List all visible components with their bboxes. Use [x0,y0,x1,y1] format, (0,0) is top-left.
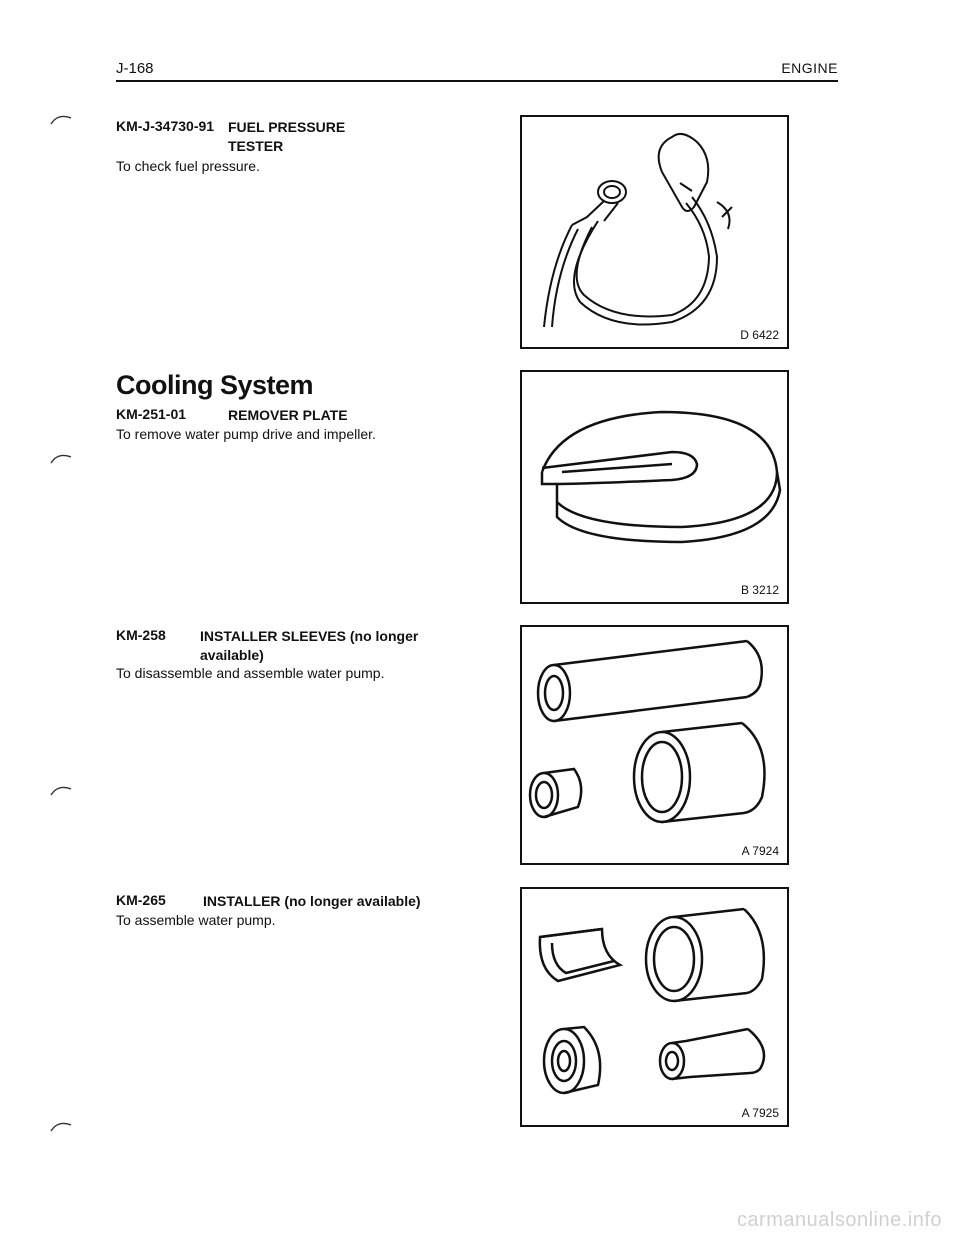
tool-code: KM-265 [116,892,166,908]
margin-mark [50,452,72,464]
figure-label: A 7924 [741,844,779,858]
margin-mark [50,113,72,125]
figure-remover-plate [520,370,789,604]
margin-mark [50,784,72,796]
figure-installer [520,887,789,1127]
fuel-pressure-tester-illustration [522,117,787,347]
remover-plate-illustration [522,372,787,602]
section-name: ENGINE [781,60,838,76]
figure-label: B 3212 [740,583,779,597]
margin-mark [50,1120,72,1132]
page-header [116,58,838,82]
tool-description: To check fuel pressure. [116,158,260,174]
installer-illustration [522,889,787,1125]
page-number: J-168 [116,60,154,77]
tool-name: REMOVER PLATE [228,407,348,423]
tool-name: FUEL PRESSURE TESTER [228,119,346,154]
tool-description: To assemble water pump. [116,912,276,928]
tool-description: To remove water pump drive and impeller. [116,426,376,442]
tool-code: KM-251-01 [116,406,187,422]
tool-entry [116,118,476,174]
tool-entry [116,892,476,928]
installer-sleeves-illustration [522,627,787,863]
section-heading: Cooling System [116,370,314,400]
tool-name: INSTALLER SLEEVES (no longer available) [200,628,419,663]
tool-name: INSTALLER (no longer available) [203,893,421,909]
watermark: carmanualsonline.info [736,1209,942,1231]
tool-description: To disassemble and assemble water pump. [116,665,385,681]
tool-code: KM-258 [116,627,166,643]
tool-entry [116,627,476,681]
figure-installer-sleeves [520,625,789,865]
tool-entry [116,406,476,442]
figure-fuel-pressure-tester [520,115,789,349]
tool-code: KM-J-34730-91 [116,118,215,134]
figure-label: D 6422 [740,328,779,342]
figure-label: A 7925 [741,1106,779,1120]
